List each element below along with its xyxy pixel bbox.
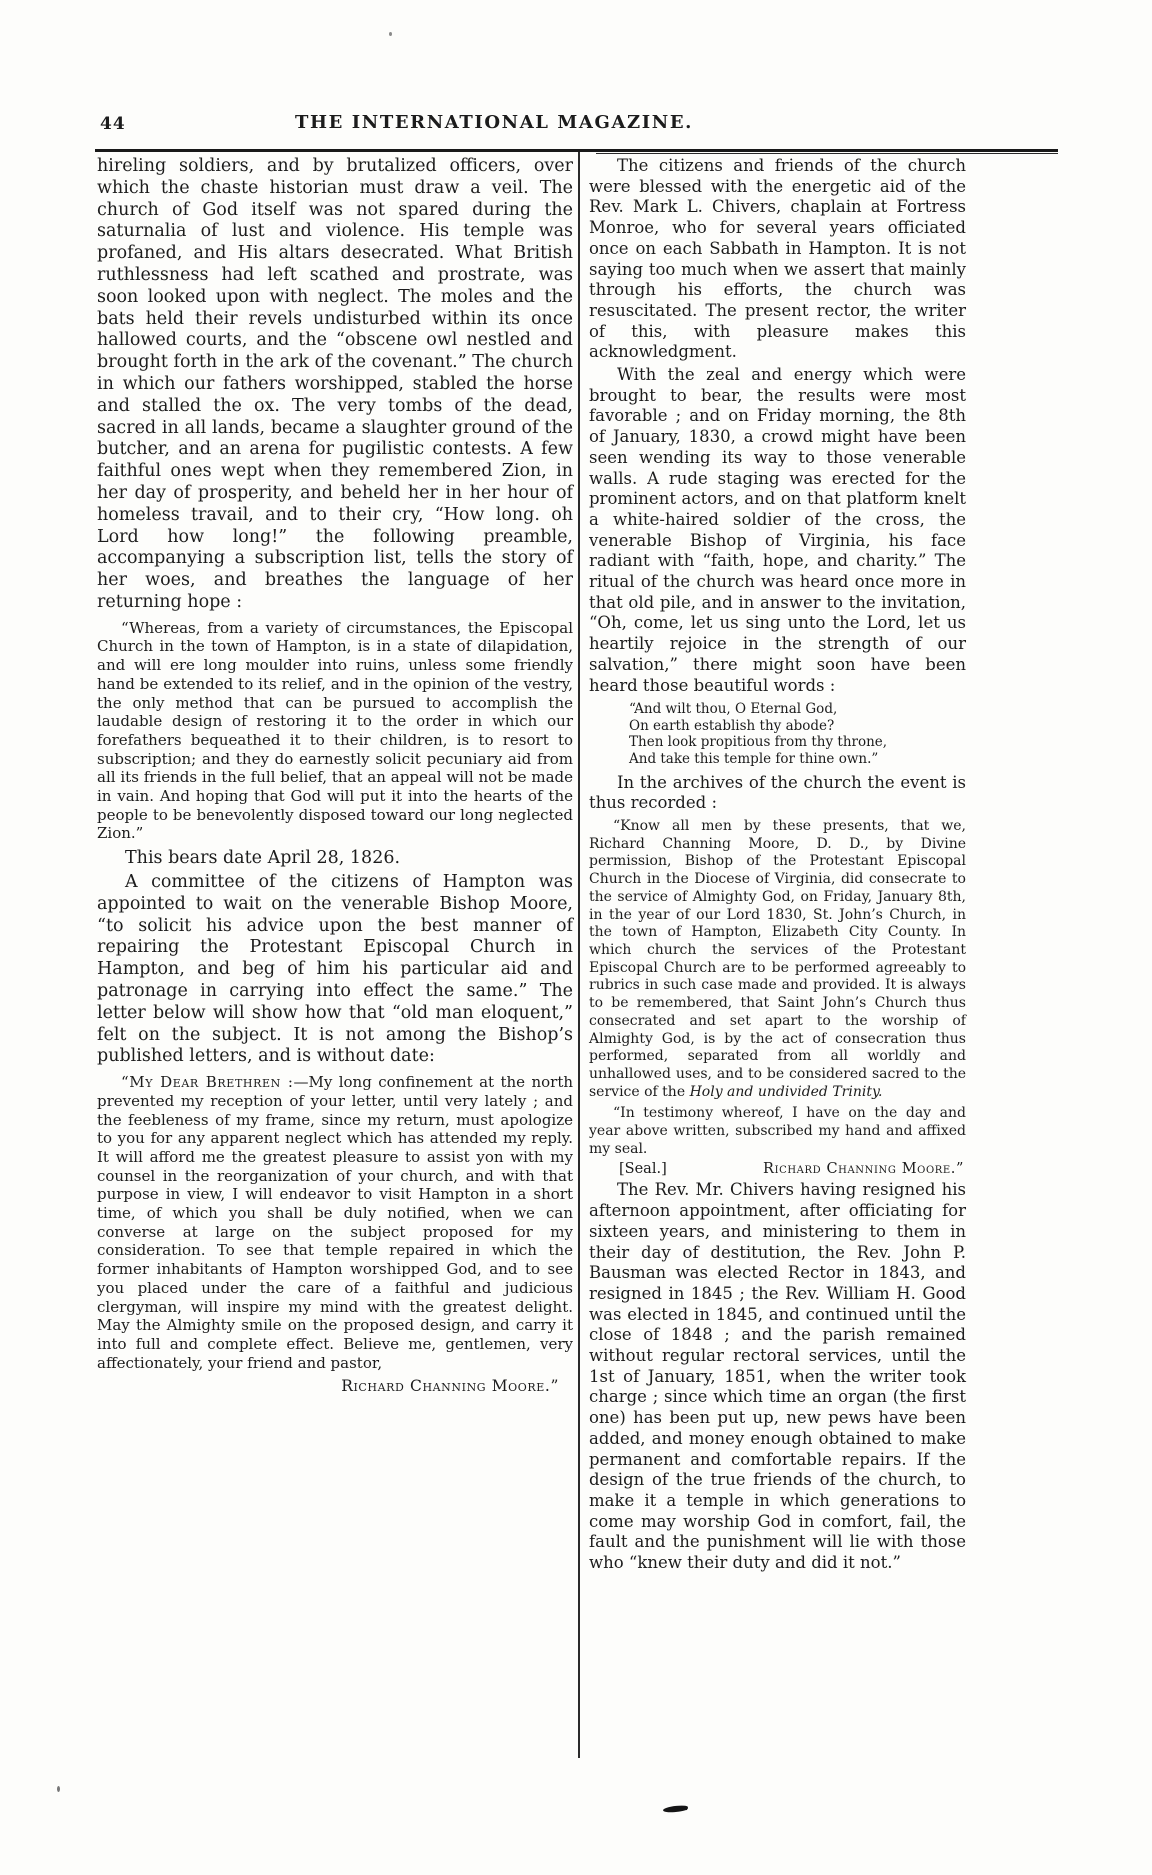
date-line: This bears date April 28, 1826. <box>125 848 401 869</box>
verse-line: “And wilt thou, O Eternal God, <box>629 701 838 718</box>
testimony-paragraph: “In testimony whereof, I have on the day and year above written, subscribed my hand and affixed my seal. <box>589 1105 966 1157</box>
verse-line: And take this temple for thine own.” <box>629 751 879 768</box>
letter-signature: Richard Channing Moore.” <box>341 1377 559 1396</box>
right-column <box>589 156 966 1576</box>
verse-line: Then look propitious from thy throne, <box>629 734 888 751</box>
paragraph-continuation: hireling soldiers, and by brutalized officers, over which the chaste historian must draw a veil. The church of God itself was not spared during the saturnalia of lust and violence. His temple was profaned, and His altars desecrated. What British ruthlessness had left scathed and prostrate, was soon looked upon with neglect. The moles and the bats held their revels undisturbed within its once hallowed courts, and the “obscene owl nestled and brought forth in the ark of the covenant.” The church in which our fathers worshipped, stabled the horse and stalled the ox. The very tombs of the dead, sacred in all lands, became a slaughter ground of the butcher, and an arena for pugilistic contests. A few faithful ones wept when they remembered Zion, in her day of prosperity, and beheld her in her hour of homeless travail, and to their cry, “How long. oh Lord how long!” the following preamble, accompanying a subscription list, tells the story of her woes, and breathes the language of her returning hope : <box>97 156 573 612</box>
ink-dot <box>57 1786 60 1792</box>
subscription-preamble: “Whereas, from a variety of circumstances, the Episcopal Church in the town of Hampton, is in a state of dilapidation, and will ere long moulder into ruins, unless some friendly hand be extended to its relief, and in the opinion of the vestry, the only method that can be pursued to accomplish the laudable design of restoring it to the order in which our forefathers bequeathed it to their children, is to resort to subscription; and they do earnestly solicit pecuniary aid from all its friends in the full belief, that an appeal will not be made in vain. And hoping that God will put it into the hearts of the people to be benevolently disposed toward our long neglected Zion.” <box>97 618 573 843</box>
committee-paragraph: A committee of the citizens of Hampton was appointed to wait on the venerable Bishop Moore, “to solicit his advice upon the best manner of repairing the Protestant Episcopal Church in Hampton, and beg of him his particular aid and patronage in carrying into effect the same.” The letter below will show how that “old man eloquent,” felt on the subject. It is not among the Bishop’s published letters, and is without date: <box>97 871 573 1067</box>
verse-line: On earth establish thy abode? <box>629 717 835 734</box>
trinity-italic: Holy and undivided Trinity. <box>689 1083 883 1100</box>
left-column <box>97 156 573 1395</box>
seal-line <box>589 1160 966 1178</box>
magazine-title: THE INTERNATIONAL MAGAZINE. <box>294 112 694 133</box>
letter-body: —My long confinement at the north prevented my reception of your letter, until very lately ; and the feebleness of my frame, since my return, must apologize to you for any apparent neglect which has attended my reply. It will afford me the greatest pleasure to assist yon with my counsel in the reorganization of your church, and with that purpose in view, I will endeavor to visit Hampton in a short time, of which you shall be duly notified, when we can converse at large on the subject proposed for my consideration. To see that temple repaired in which the former inhabitants of Hampton worshipped God, and to see you placed under the care of a faithful and judicious clergyman, will inspire my mind with the greatest delight. May the Almighty smile on the proposed design, and carry it into full and complete effect. Believe me, gentlemen, very affectionately, your friend and pastor, <box>97 1073 574 1372</box>
seal-signature: Richard Channing Moore.” <box>763 1161 964 1178</box>
seal-label: [Seal.] <box>619 1161 667 1178</box>
scan-speck <box>389 32 392 36</box>
column-divider <box>578 152 580 1758</box>
closing-paragraph: The Rev. Mr. Chivers having resigned his afternoon appointment, after officiating for sixteen years, and ministering to them in their day of destitution, the Rev. John P. Bausman was elected Rector in 1843, and resigned in 1845 ; the Rev. William H. Good was elected in 1845, and continued until the close of 1848 ; and the parish remained without regular rectoral services, until the 1st of January, 1851, when the writer took charge ; since which time an organ (the first one) has been put up, new pews have been added, and money enough obtained to make permanent and comfortable repairs. If the design of the true friends of the church, to make it a temple in which generations to come may worship God in comfort, fail, the fault and the punishment will lie with those who “knew their duty and did it not.” <box>589 1180 966 1573</box>
chivers-paragraph: The citizens and friends of the church were blessed with the energetic aid of the Rev. Mark L. Chivers, chaplain at Fortress Monroe, who for several years officiated once on each Sabbath in Hampton. It is not saying too much when we assert that mainly through his efforts, the church was resuscitated. The present rector, the writer of this, with pleasure makes this acknowledgment. <box>589 156 966 362</box>
hymn-verse <box>629 701 966 767</box>
page-number: 44 <box>100 114 126 134</box>
bishop-letter <box>97 1073 573 1372</box>
ink-smudge <box>663 1805 688 1813</box>
consecration-record-text: “Know all men by these presents, that we, Richard Channing Moore, D. D., by Divine permission, Bishop of the Protestant Episcopal Church in the Diocese of Virginia, did consecrate to the service of Almighty God, on Friday, January 8th, in the year of our Lord 1830, St. John’s Church, in the town of Hampton, Elizabeth City County. In which church the services of the Protestant Episcopal Church are to be performed agreeably to rubrics in such case made and provided. It is always to be remembered, that Saint John’s Church thus consecrated and set apart to the worship of Almighty God, is by the act of consecration thus performed, separated from all worldly and unhallowed uses, and to be considered sacred to the service of the <box>589 818 966 1100</box>
letter-salutation: “My Dear Brethren : <box>121 1073 294 1092</box>
consecration-day-paragraph: With the zeal and energy which were brought to bear, the results were most favorable ; and on Friday morning, the 8th of January, 1830, a crowd might have been seen wending its way to those venerable walls. A rude staging was erected for the prominent actors, and on that platform knelt a white-haired soldier of the cross, the venerable Bishop of Virginia, his face radiant with “faith, hope, and charity.” The ritual of the church was heard once more in that old pile, and in answer to the invitation, “Oh, come, let us sing unto the Lord, let us heartily rejoice in the strength of our salvation,” there might soon have been heard those beautiful words : <box>589 365 966 695</box>
header-rule <box>95 149 1058 152</box>
archives-intro: In the archives of the church the event is thus recorded : <box>589 772 966 813</box>
consecration-record <box>589 818 966 1101</box>
